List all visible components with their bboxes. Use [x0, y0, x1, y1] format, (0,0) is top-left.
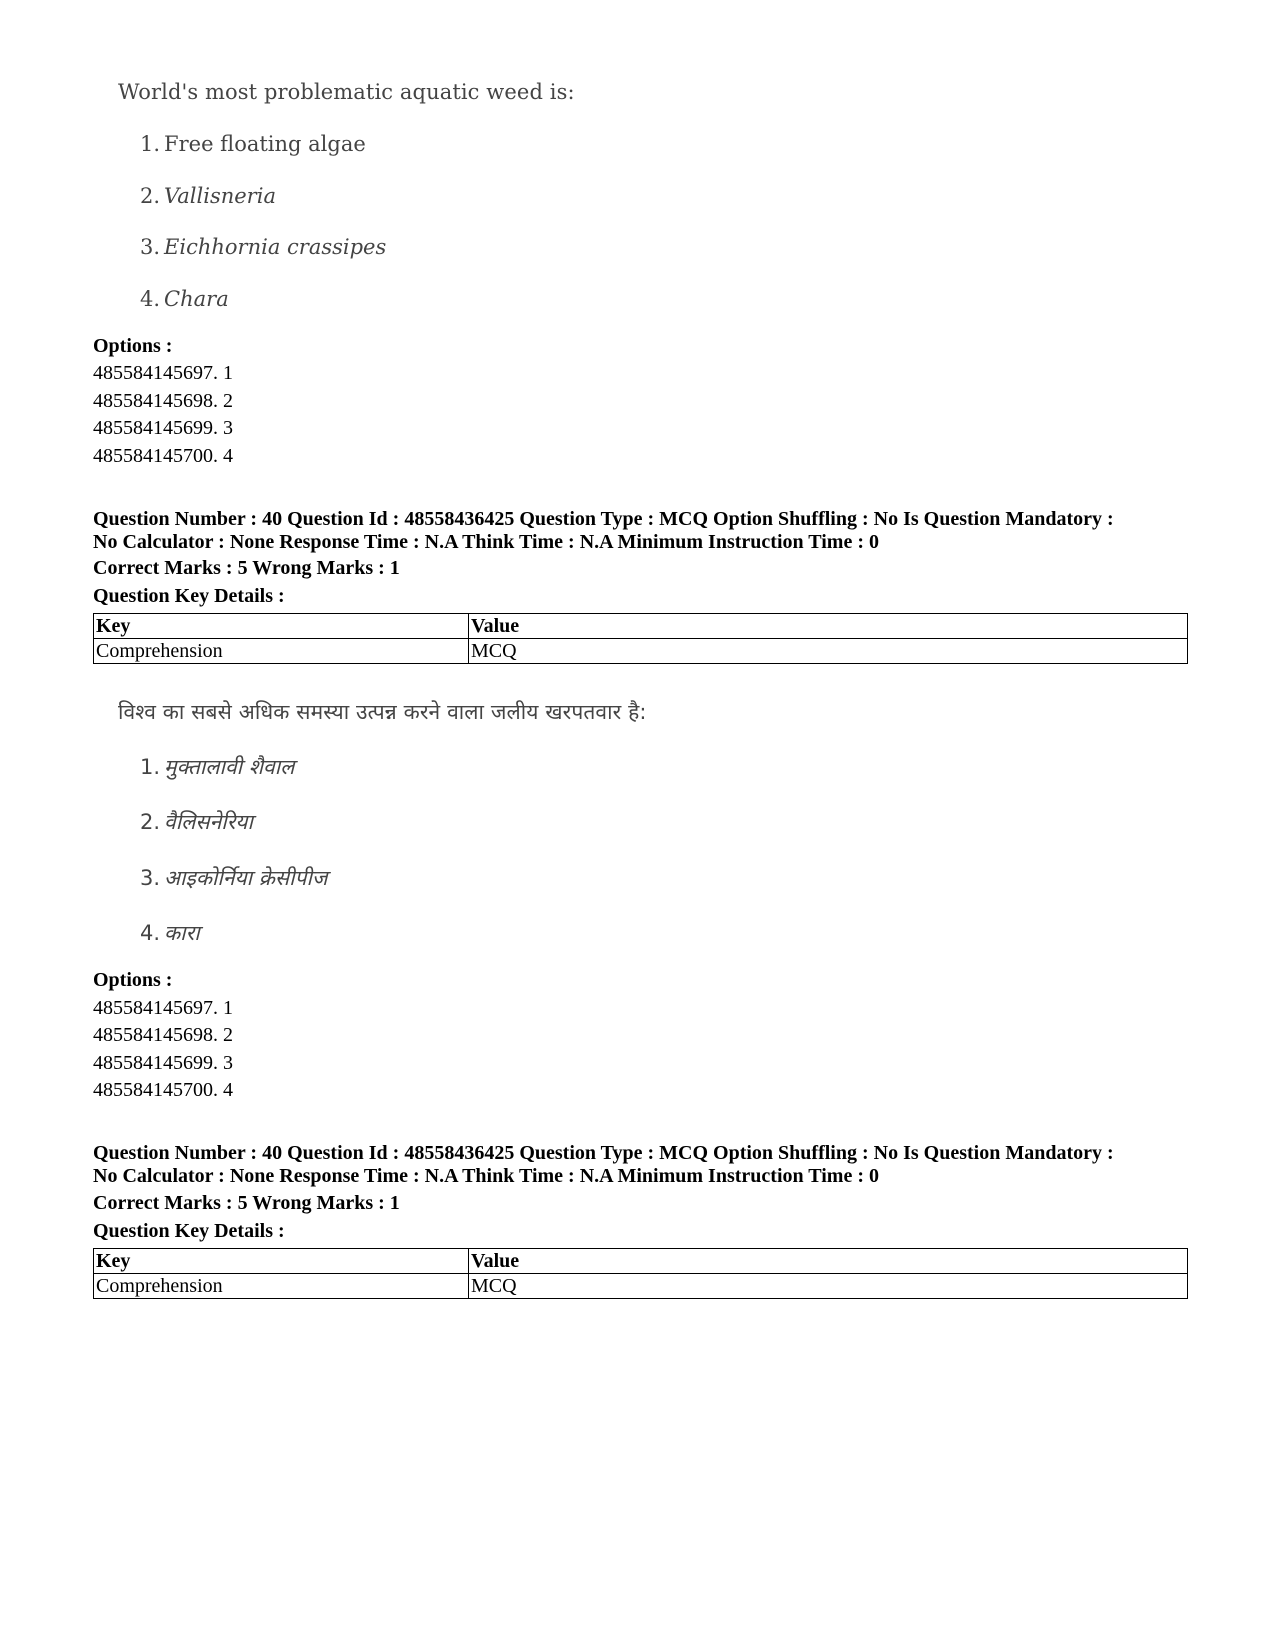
option-id-line: 485584145699. 3	[93, 417, 233, 439]
option-text: आइकोर्निया क्रेसीपीज	[164, 866, 328, 890]
question-option-3	[140, 235, 386, 259]
question-meta-line-1: Question Number : 40 Question Id : 48558436425 Question Type : MCQ Option Shuffling : No Is Question Mandatory :	[93, 1142, 1114, 1164]
option-number: 1.	[140, 132, 161, 156]
table-row	[94, 1274, 1188, 1299]
table-header-cell: Value	[469, 1249, 1188, 1274]
table-row	[94, 639, 1188, 664]
table-cell: MCQ	[469, 639, 1188, 664]
table-header-cell: Key	[94, 1249, 469, 1274]
option-text: Vallisneria	[164, 184, 276, 208]
question-stem: विश्व का सबसे अधिक समस्या उत्पन्न करने वाला जलीय खरपतवार है:	[118, 700, 647, 724]
question-meta-line-2: No Calculator : None Response Time : N.A Think Time : N.A Minimum Instruction Time : 0	[93, 531, 879, 553]
question-stem: World's most problematic aquatic weed is:	[118, 80, 575, 104]
option-text: Chara	[164, 287, 229, 311]
options-label: Options :	[93, 969, 173, 991]
option-number: 3.	[140, 866, 161, 890]
question-meta	[93, 1142, 1193, 1188]
question-option-1	[140, 753, 294, 781]
option-id-line: 485584145699. 3	[93, 1052, 233, 1074]
table-header-row	[94, 614, 1188, 639]
question-option-4	[140, 287, 229, 311]
option-id-line: 485584145697. 1	[93, 997, 233, 1019]
question-option-2	[140, 808, 253, 836]
key-details-table	[93, 613, 1188, 664]
table-header-cell: Key	[94, 614, 469, 639]
option-id-line: 485584145698. 2	[93, 1024, 233, 1046]
option-text: वैलिसनेरिया	[164, 810, 253, 834]
table-cell: MCQ	[469, 1274, 1188, 1299]
option-text: Free floating algae	[164, 132, 366, 156]
key-details-label: Question Key Details :	[93, 585, 285, 607]
key-details-label: Question Key Details :	[93, 1220, 285, 1242]
question-option-3	[140, 864, 328, 892]
marks-line: Correct Marks : 5 Wrong Marks : 1	[93, 557, 400, 579]
option-id-line: 485584145700. 4	[93, 1079, 233, 1101]
table-header-cell: Value	[469, 614, 1188, 639]
table-cell: Comprehension	[94, 639, 469, 664]
question-meta-line-2: No Calculator : None Response Time : N.A Think Time : N.A Minimum Instruction Time : 0	[93, 1165, 879, 1187]
question-option-2	[140, 184, 276, 208]
table-header-row	[94, 1249, 1188, 1274]
marks-line: Correct Marks : 5 Wrong Marks : 1	[93, 1192, 400, 1214]
option-id-line: 485584145698. 2	[93, 390, 233, 412]
key-details-table	[93, 1248, 1188, 1299]
question-meta	[93, 508, 1193, 554]
option-id-line: 485584145700. 4	[93, 445, 233, 467]
question-option-1	[140, 132, 366, 156]
option-text: मुक्तालावी शैवाल	[164, 755, 295, 779]
option-number: 2.	[140, 810, 161, 834]
option-number: 2.	[140, 184, 161, 208]
option-id-line: 485584145697. 1	[93, 362, 233, 384]
options-label: Options :	[93, 335, 173, 357]
table-cell: Comprehension	[94, 1274, 469, 1299]
question-option-4	[140, 919, 200, 947]
option-number: 3.	[140, 235, 161, 259]
option-text: कारा	[164, 921, 200, 945]
option-text: Eichhornia crassipes	[164, 235, 387, 259]
option-number: 4.	[140, 287, 161, 311]
option-number: 1.	[140, 755, 161, 779]
option-number: 4.	[140, 921, 161, 945]
question-meta-line-1: Question Number : 40 Question Id : 48558436425 Question Type : MCQ Option Shuffling : No Is Question Mandatory :	[93, 508, 1114, 530]
